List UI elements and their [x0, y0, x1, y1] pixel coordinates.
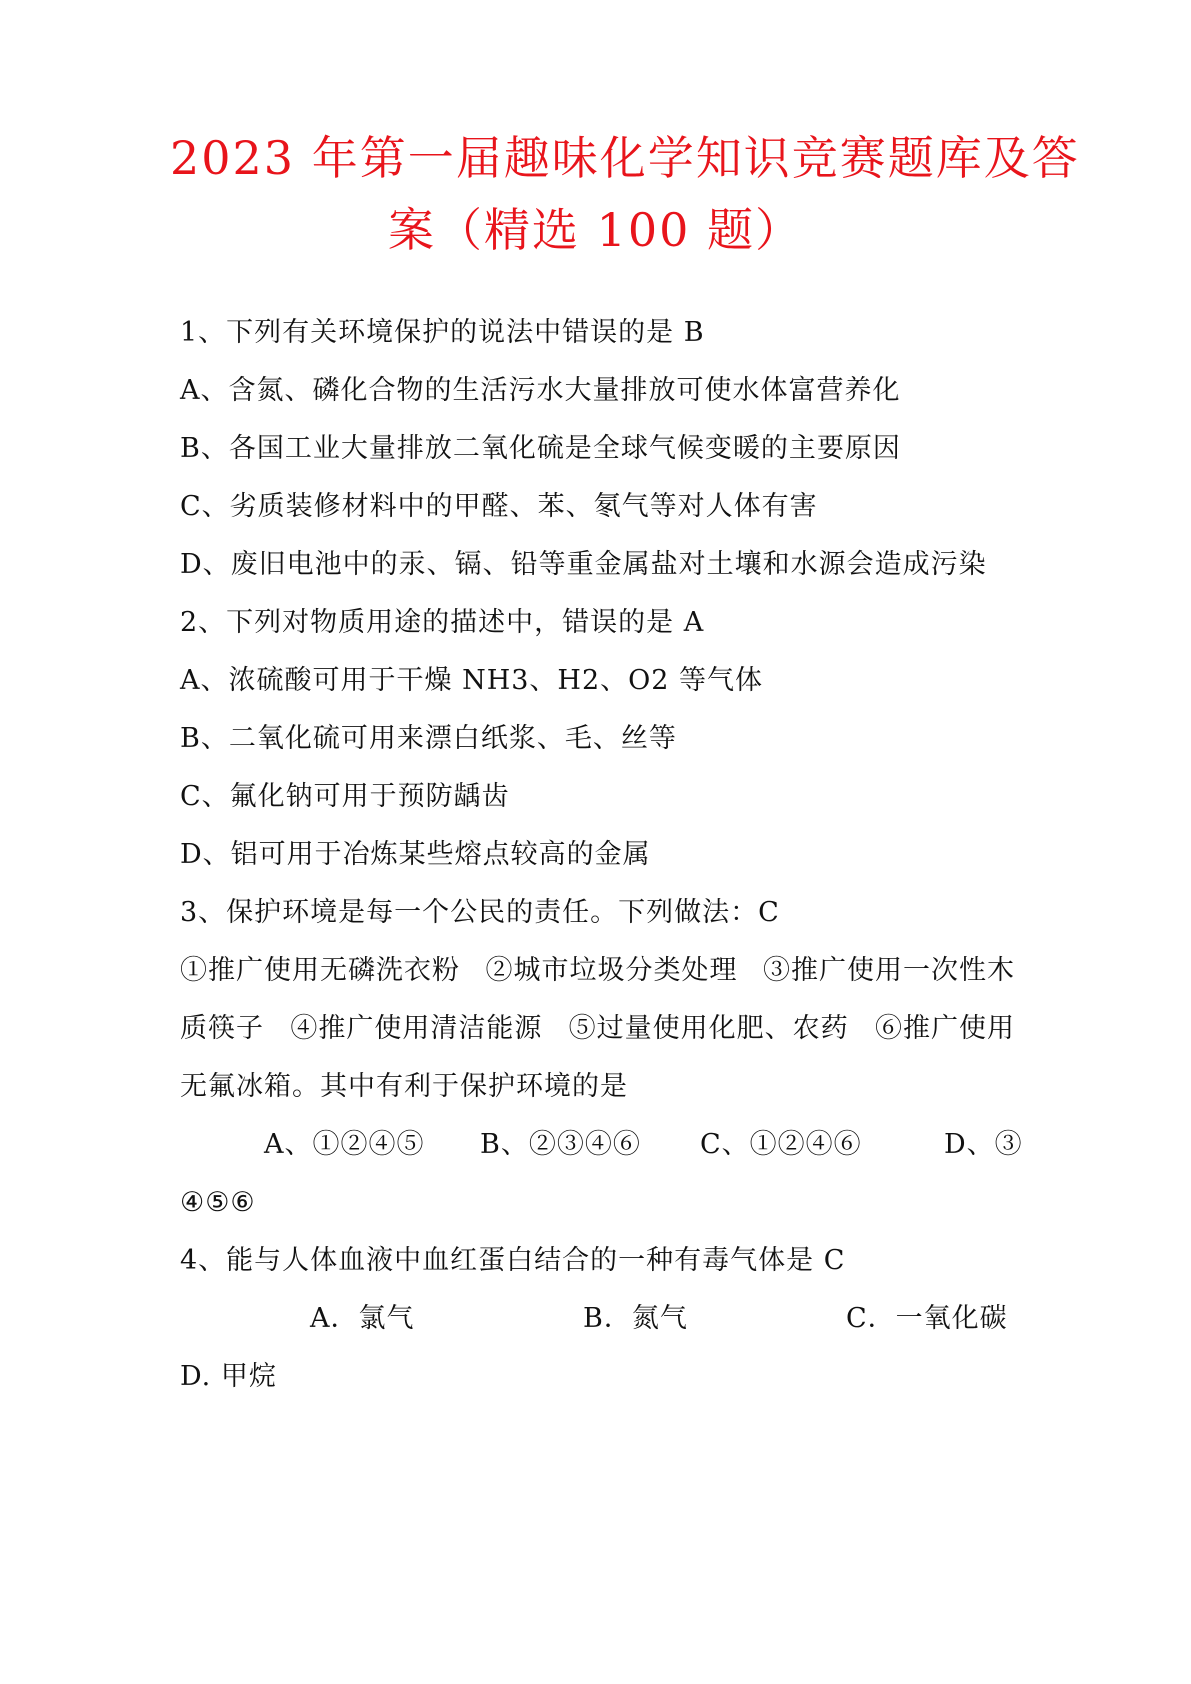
question-3-item-6: ⑥推广使用: [874, 1013, 1015, 1044]
question-2-option-a: A、浓硫酸可用于干燥 NH3、H2、O2 等气体: [180, 665, 764, 696]
question-2-stem: 2、下列对物质用途的描述中，错误的是 A: [180, 607, 705, 638]
question-1-option-c: C、劣质装修材料中的甲醛、苯、氡气等对人体有害: [180, 491, 818, 522]
question-1-stem: 1、下列有关环境保护的说法中错误的是 B: [180, 317, 705, 348]
question-3-item-3-cont: 质筷子: [180, 1013, 264, 1044]
question-3-item-5: ⑤过量使用化肥、农药: [568, 1013, 849, 1044]
question-3-item-1: ①推广使用无磷洗衣粉: [180, 955, 460, 986]
question-3-option-c: C、①②④⑥: [700, 1129, 862, 1160]
question-3-option-a: A、①②④⑤: [264, 1129, 425, 1160]
question-3-item-2: ②城市垃圾分类处理: [485, 955, 738, 986]
document-title-line-1: 2023 年第一届趣味化学知识竞赛题库及答: [170, 131, 1080, 185]
question-3-option-d: D、③: [944, 1129, 1023, 1160]
question-3-option-b: B、②③④⑥: [480, 1129, 641, 1160]
question-3-stem: 3、保护环境是每一个公民的责任。下列做法：C: [180, 897, 780, 928]
question-1-option-a: A、含氮、磷化合物的生活污水大量排放可使水体富营养化: [180, 375, 901, 406]
question-4-option-c: C．一氧化碳: [846, 1303, 1008, 1334]
question-1-option-b: B、各国工业大量排放二氧化硫是全球气候变暖的主要原因: [180, 433, 901, 464]
question-2-option-d: D、铝可用于冶炼某些熔点较高的金属: [180, 839, 651, 870]
question-4-stem: 4、能与人体血液中血红蛋白结合的一种有毒气体是 C: [180, 1245, 846, 1276]
question-3-body-line-1: [180, 951, 1015, 991]
question-3-body-line-2: [180, 1009, 1015, 1049]
question-3-item-4: ④推广使用清洁能源: [290, 1013, 543, 1044]
question-3-item-3: ③推广使用一次性木: [763, 955, 1015, 986]
question-2-option-c: C、氟化钠可用于预防龋齿: [180, 781, 510, 812]
question-2-option-b: B、二氧化硫可用来漂白纸浆、毛、丝等: [180, 723, 677, 754]
question-4-option-b: B．氮气: [583, 1303, 688, 1334]
question-3-body-line-3: 无氟冰箱。其中有利于保护环境的是: [180, 1071, 628, 1102]
question-4-option-a: A．氯气: [310, 1303, 415, 1334]
document-title-line-2: 案（精选 100 题）: [387, 203, 804, 257]
question-4-option-d: D. 甲烷: [180, 1361, 277, 1392]
question-3-option-d-cont: ④⑤⑥: [180, 1187, 256, 1218]
question-1-option-d: D、废旧电池中的汞、镉、铅等重金属盐对土壤和水源会造成污染: [180, 549, 987, 580]
